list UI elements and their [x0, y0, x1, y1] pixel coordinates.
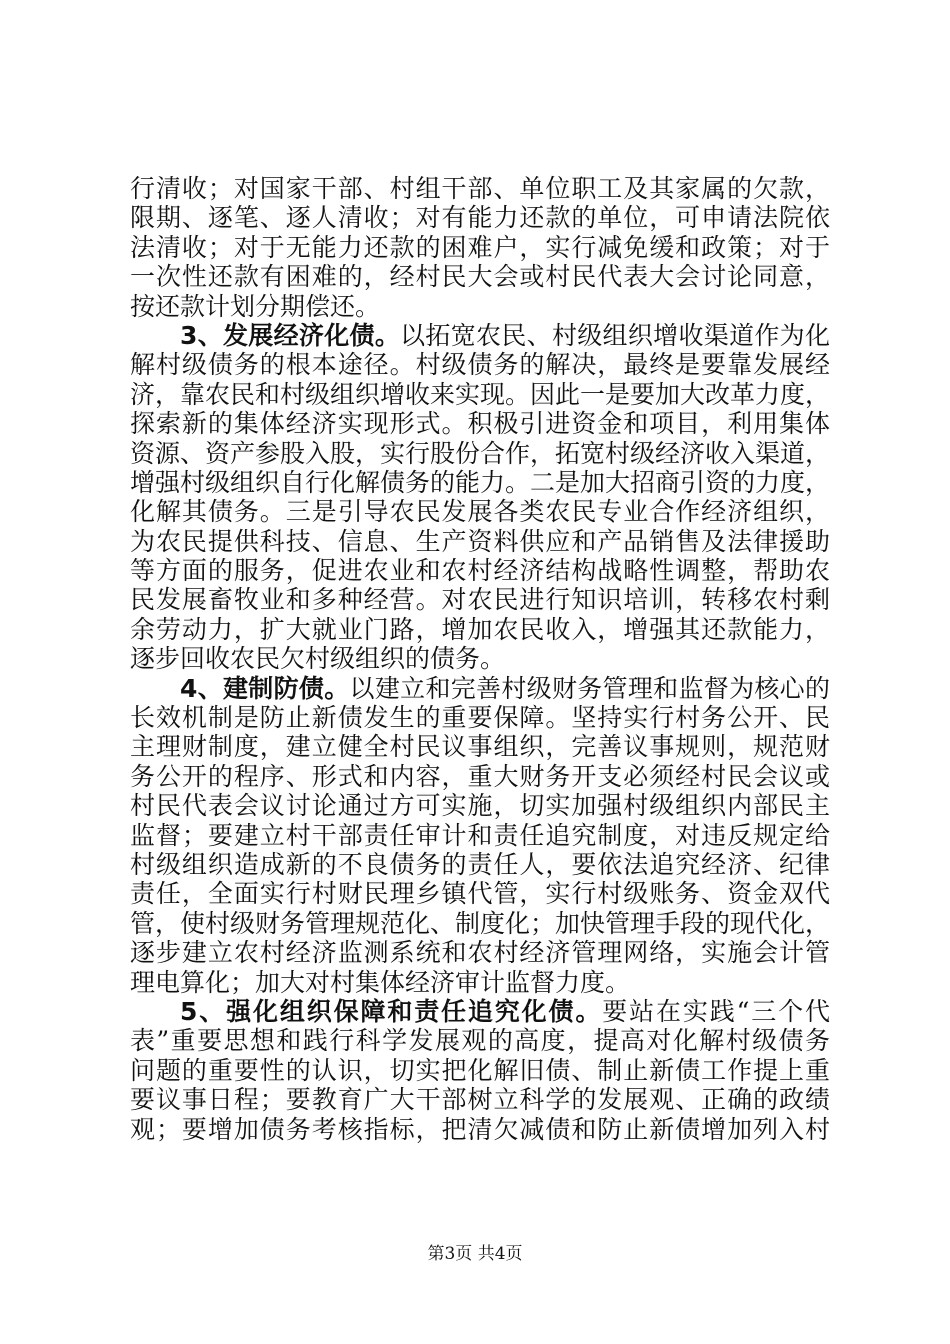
text-line: 解村级债务的根本途径。村级债务的解决，最终是要靠发展经 [130, 350, 830, 380]
text-line: 务公开的程序、形式和内容，重大财务开支必须经村民会议或 [130, 761, 830, 791]
text-line: 一次性还款有困难的，经村民大会或村民代表大会讨论同意， [130, 262, 830, 292]
text-line: 主理财制度，建立健全村民议事组织，完善议事规则，规范财 [130, 732, 830, 762]
text-line: 要议事日程；要教育广大干部树立科学的发展观、正确的政绩 [130, 1085, 830, 1115]
text-line: 村级组织造成新的不良债务的责任人，要依法追究经济、纪律 [130, 849, 830, 879]
text-line: 资源、资产参股入股，实行股份合作，拓宽村级经济收入渠道， [130, 438, 830, 468]
text-line: 等方面的服务，促进农业和农村经济结构战略性调整，帮助农 [130, 556, 830, 586]
text-line: 化解其债务。三是引导农民发展各类农民专业合作经济组织， [130, 497, 830, 527]
section-3-first-line [130, 321, 830, 350]
page-number: 第3页 共4页 [427, 1244, 523, 1264]
text-line: 增强村级组织自行化解债务的能力。二是加大招商引资的力度， [130, 467, 830, 497]
text-line: 逐步建立农村经济监测系统和农村经济管理网络，实施会计管 [130, 938, 830, 968]
page-footer [0, 1242, 950, 1266]
text-line: 行清收；对国家干部、村组干部、单位职工及其家属的欠款， [130, 174, 830, 203]
text-line: 济，靠农民和村级组织增收来实现。因此一是要加大改革力度， [130, 379, 830, 409]
text-line: 逐步回收农民欠村级组织的债务。 [130, 644, 506, 674]
body-text [130, 174, 830, 1144]
section-5-first-line [130, 997, 830, 1026]
section-5-heading: 5、强化组织保障和责任追究化债。 [180, 996, 603, 1026]
text-line: 问题的重要性的认识，切实把化解旧债、制止新债工作提上重 [130, 1055, 830, 1085]
text-line: 观；要增加债务考核指标，把清欠减债和防止新债增加列入村 [130, 1114, 830, 1144]
text-line: 责任，全面实行村财民理乡镇代管，实行村级账务、资金双代 [130, 879, 830, 909]
text-span: 以建立和完善村级财务管理和监督为核心的 [349, 673, 830, 703]
text-span: 要站在实践“三个代 [602, 996, 830, 1026]
section-4-first-line [130, 674, 830, 703]
text-line: 按还款计划分期偿还。 [130, 291, 381, 321]
text-line: 法清收；对于无能力还款的困难户，实行减免缓和政策；对于 [130, 232, 830, 262]
section-3-heading: 3、发展经济化债。 [180, 320, 401, 350]
text-line: 表”重要思想和践行科学发展观的高度，提高对化解村级债务 [130, 1026, 830, 1056]
section-4-heading: 4、建制防债。 [180, 673, 350, 703]
text-line: 为农民提供科技、信息、生产资料供应和产品销售及法律援助 [130, 526, 830, 556]
text-line: 监督；要建立村干部责任审计和责任追究制度，对违反规定给 [130, 820, 830, 850]
text-span: 以拓宽农民、村级组织增收渠道作为化 [400, 320, 830, 350]
text-line: 民发展畜牧业和多种经营。对农民进行知识培训，转移农村剩 [130, 585, 830, 615]
text-line: 理电算化；加大对村集体经济审计监督力度。 [130, 967, 631, 997]
text-line: 限期、逐笔、逐人清收；对有能力还款的单位，可申请法院依 [130, 203, 830, 233]
text-line: 余劳动力，扩大就业门路，增加农民收入，增强其还款能力， [130, 614, 830, 644]
text-line: 长效机制是防止新债发生的重要保障。坚持实行村务公开、民 [130, 703, 830, 733]
text-line: 村民代表会议讨论通过方可实施，切实加强村级组织内部民主 [130, 791, 830, 821]
text-line: 管，使村级财务管理规范化、制度化；加快管理手段的现代化， [130, 908, 830, 938]
text-line: 探索新的集体经济实现形式。积极引进资金和项目，利用集体 [130, 409, 830, 439]
